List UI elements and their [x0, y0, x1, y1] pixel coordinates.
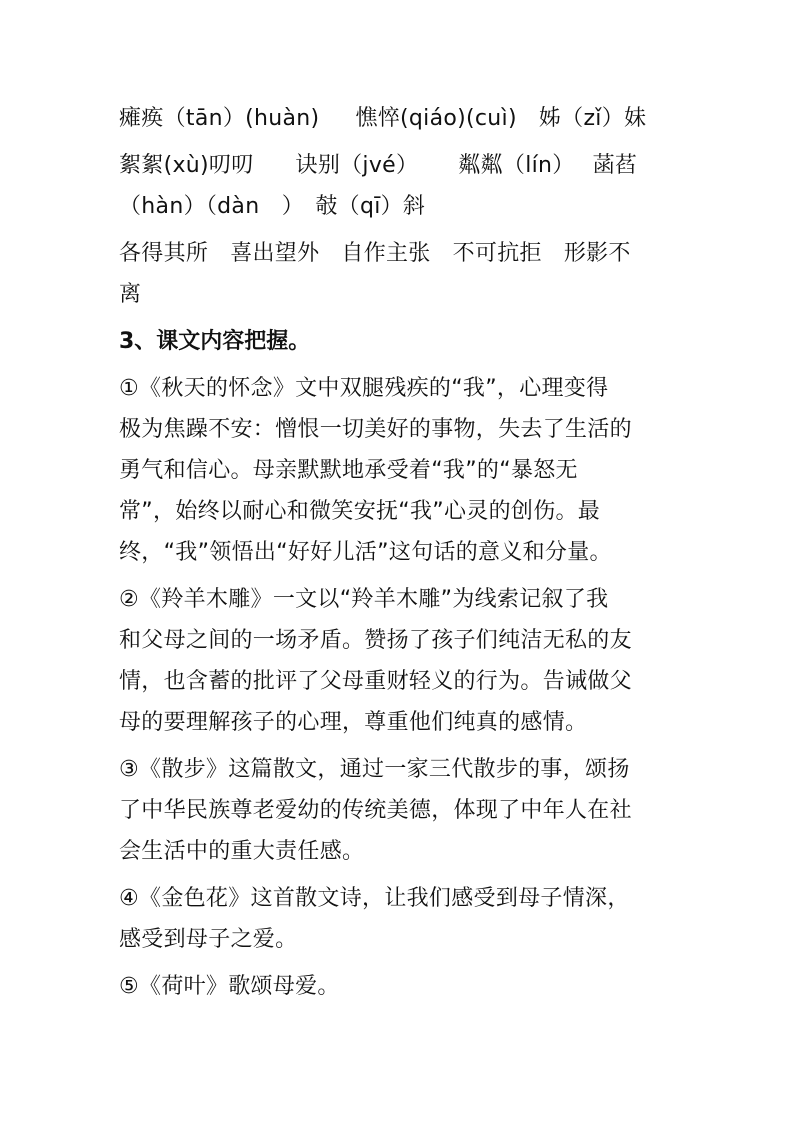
paragraph-line: ②《羚羊木雕》一文以“羚羊木雕”为线索记叙了我	[119, 587, 609, 612]
paragraph-line: 母的要理解孩子的心理，尊重他们纯真的感情。	[119, 710, 588, 735]
paragraph-3	[119, 749, 679, 872]
paragraph-line: 了中华民族尊老爱幼的传统美德，体现了中年人在社	[119, 798, 632, 823]
pinyin-term: 菡萏	[592, 153, 638, 178]
paragraph-line: 终，“我”领悟出“好好儿活”这句话的意义和分量。	[119, 540, 612, 565]
pinyin-term: 粼粼（lín）	[458, 153, 575, 178]
pinyin-term: 絮絮(xù)叨叨	[119, 153, 254, 178]
idiom-term: 各得其所	[119, 241, 209, 266]
paragraph-line: 极为焦躁不安：憎恨一切美好的事物，失去了生活的	[119, 417, 632, 442]
idiom-term: 喜出望外	[230, 241, 320, 266]
paragraph-line: 感受到母子之爱。	[119, 927, 298, 952]
paragraph-line: ④《金色花》这首散文诗，让我们感受到母子情深，	[119, 886, 630, 911]
document-page	[119, 98, 679, 1013]
section-heading: 3、课文内容把握。	[119, 329, 311, 354]
paragraph-line: 会生活中的重大责任感。	[119, 839, 365, 864]
paragraph-line: ⑤《荷叶》歌颂母爱。	[119, 974, 340, 999]
idiom-term: 自作主张	[341, 241, 431, 266]
paragraph-line: 常”，始终以耐心和微笑安抚“我”心灵的创伤。最	[119, 499, 601, 524]
idiom-row-1	[119, 233, 679, 274]
paragraph-line: ③《散步》这篇散文，通过一家三代散步的事，颂扬	[119, 757, 630, 782]
pinyin-term: 诀别（jvé）	[295, 153, 419, 178]
paragraph-4	[119, 878, 679, 960]
idiom-row-2: 离	[119, 282, 142, 307]
paragraph-line: 勇气和信心。母亲默默地承受着“我”的“暴怒无	[119, 458, 578, 483]
pinyin-row-3: （hàn）（dàn ） 攲（qī）斜	[119, 194, 426, 219]
pinyin-row-2	[119, 145, 679, 186]
paragraph-5	[119, 966, 679, 1007]
idiom-term: 不可抗拒	[452, 241, 542, 266]
pinyin-term: 憔悴(qiáo)(cuì)	[355, 106, 517, 131]
paragraph-line: 和父母之间的一场矛盾。赞扬了孩子们纯洁无私的友	[119, 628, 632, 653]
pinyin-term: 瘫痪（tān）(huàn)	[119, 106, 320, 131]
paragraph-line: 情，也含蓄的批评了父母重财轻义的行为。告诫做父	[119, 669, 632, 694]
paragraph-2	[119, 579, 679, 743]
pinyin-term: 姊（zǐ）妹	[538, 106, 647, 131]
paragraph-line: ①《秋天的怀念》文中双腿残疾的“我”，心理变得	[119, 376, 609, 401]
idiom-term: 形影不	[563, 241, 631, 266]
paragraph-1	[119, 368, 679, 573]
pinyin-row-1	[119, 98, 679, 139]
